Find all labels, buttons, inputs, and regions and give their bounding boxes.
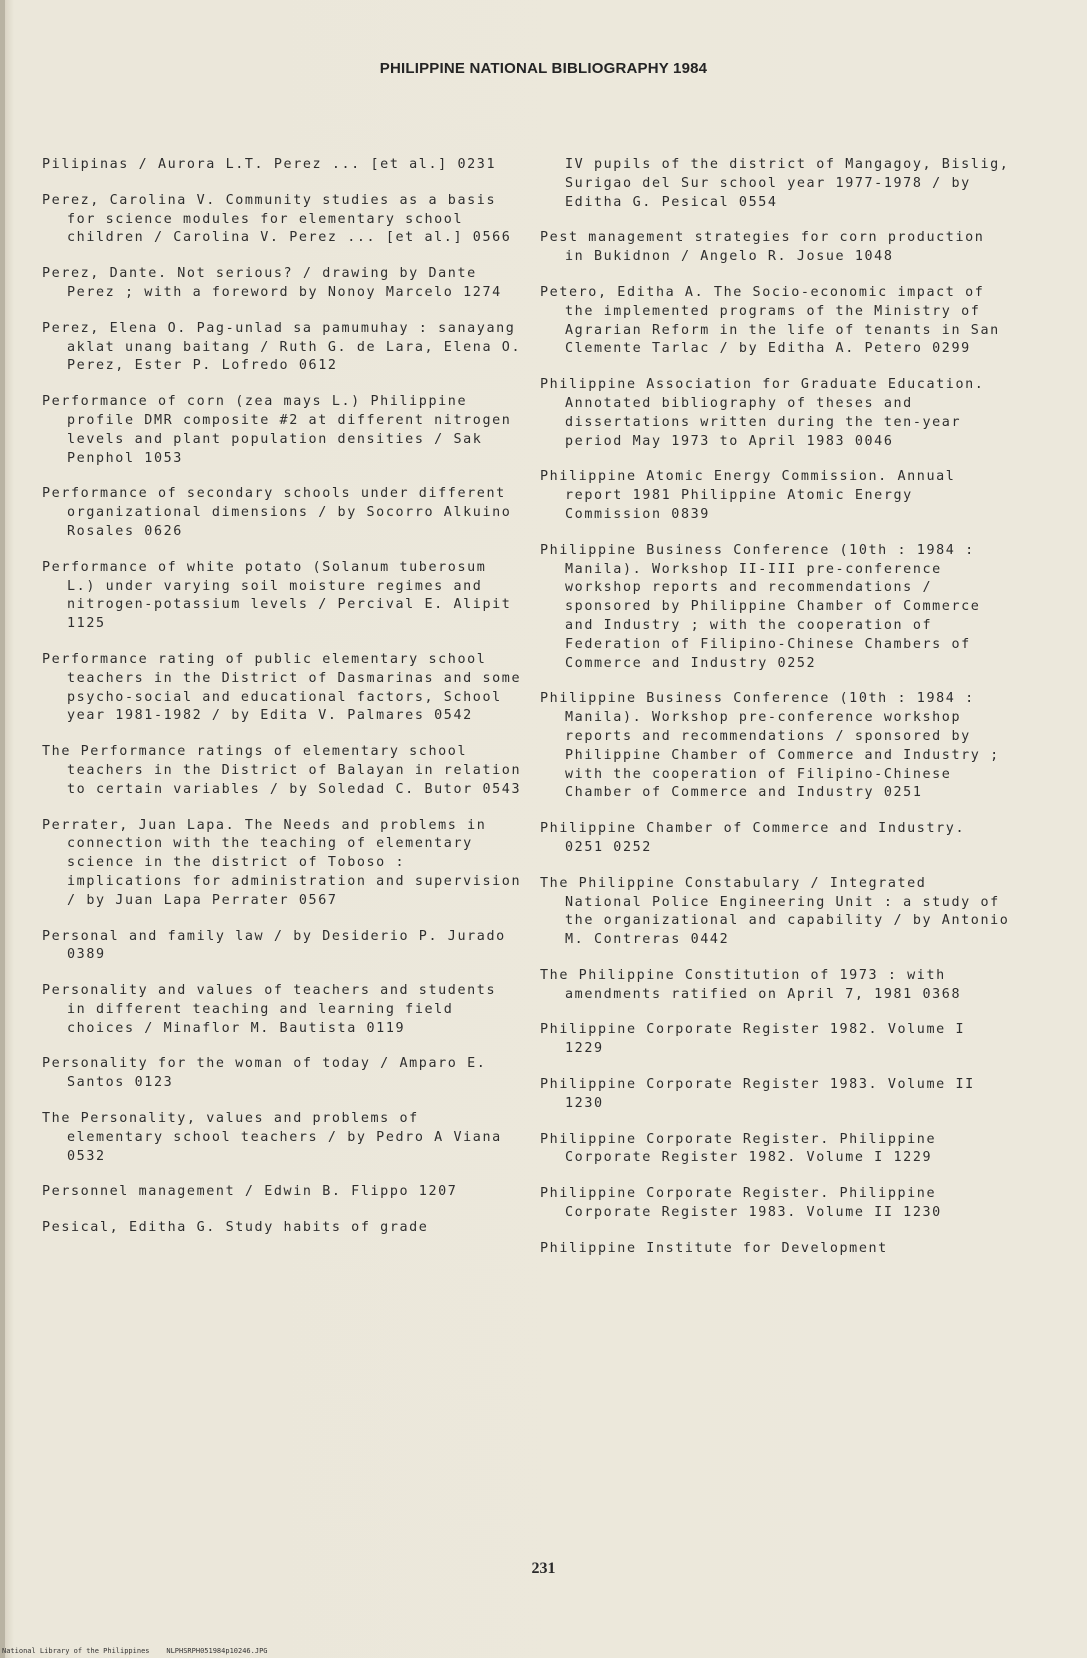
bibliography-entry: Personal and family law / by Desiderio P. Jurado 0389	[42, 928, 516, 963]
page-binding-shadow	[0, 0, 5, 1658]
bibliography-entry: The Philippine Constitution of 1973 : with amendments ratified on April 7, 1981 0368	[540, 967, 962, 1002]
bibliography-entry: The Philippine Constabulary / Integrated National Police Engineering Unit : a study of the organizational and capability / by Antonio M. Contreras 0442	[540, 875, 1020, 948]
bibliography-entry: Perrater, Juan Lapa. The Needs and problems in connection with the teaching of elementary science in the district of Toboso : implications for administration and supervision / by Juan Lapa Perrater 0567	[42, 817, 531, 908]
left-column	[42, 156, 531, 1255]
bibliography-entry: Pest management strategies for corn production in Bukidnon / Angelo R. Josue 1048	[540, 230, 995, 265]
bibliography-entry: Performance of secondary schools under different organizational dimensions / by Socorro Alkuino Rosales 0626	[42, 486, 522, 539]
bibliography-entry: Philippine Corporate Register 1982. Volume I 1229	[540, 1022, 975, 1057]
bibliography-entry: Philippine Business Conference (10th : 1984 : Manila). Workshop II-III pre-conference workshop reports and recommendations / sponsored by Philippine Chamber of Commerce and Industry ; with the cooperation of Federation of Filipino-Chinese Chambers of Commerce and Industry 0252	[540, 542, 991, 671]
page-title: PHILIPPINE NATIONAL BIBLIOGRAPHY 1984	[379, 60, 708, 77]
bibliography-entry: Philippine Business Conference (10th : 1984 : Manila). Workshop pre-conference workshop reports and recommendations / sponsored by Philippine Chamber of Commerce and Industry ; with the cooperation of Filipino-Chinese Chamber of Commerce and Industry 0251	[540, 691, 1010, 801]
bibliography-entry: Personality and values of teachers and students in different teaching and learning field choices / Minaflor M. Bautista 0119	[42, 983, 506, 1036]
bibliography-entry: Philippine Institute for Development	[540, 1240, 888, 1256]
bibliography-entry: Personnel management / Edwin B. Flippo 1207	[42, 1184, 458, 1200]
bibliography-entry: Petero, Editha A. The Socio-economic impact of the implemented programs of the Ministry of Agrarian Reform in the life of tenants in San Clemente Tarlac / by Editha A. Petero 0299	[540, 284, 1010, 357]
bibliography-entry: Perez, Carolina V. Community studies as a basis for science modules for elementary school children / Carolina V. Perez ... [et al.] 0566	[42, 192, 512, 246]
bibliography-entry: Philippine Corporate Register. Philippine Corporate Register 1982. Volume I 1229	[540, 1131, 946, 1166]
scan-credit: National Library of the Philippines NLPHSRPH051984p10246.JPG	[2, 1647, 268, 1655]
bibliography-entry: Personality for the woman of today / Amparo E. Santos 0123	[42, 1056, 497, 1091]
bibliography-entry: Perez, Elena O. Pag-unlad sa pamumuhay : sanayang aklat unang baitang / Ruth G. de Lara, Elena O. Perez, Ester P. Lofredo 0612	[42, 320, 531, 374]
bibliography-entry: The Personality, values and problems of elementary school teachers / by Pedro A Viana 0532	[42, 1111, 512, 1164]
bibliography-entry: Performance of corn (zea mays L.) Philippine profile DMR composite #2 at different nitrogen levels and plant population densities / Sak Penphol 1053	[42, 394, 522, 466]
bibliography-entry: The Performance ratings of elementary school teachers in the District of Balayan in relation to certain variables / by Soledad C. Butor 0543	[42, 744, 531, 797]
right-column	[540, 156, 1020, 1276]
bibliography-entry: Philippine Atomic Energy Commission. Annual report 1981 Philippine Atomic Energy Commission 0839	[540, 469, 966, 522]
bibliography-entry: Pilipinas / Aurora L.T. Perez ... [et al.] 0231	[42, 157, 497, 172]
bibliography-entry: Philippine Association for Graduate Education. Annotated bibliography of theses and dissertations written during the ten-year period May 1973 to April 1983 0046	[540, 377, 995, 449]
bibliography-entry: Philippine Chamber of Commerce and Industry. 0251 0252	[540, 821, 975, 855]
bibliography-entry: Perez, Dante. Not serious? / drawing by Dante Perez ; with a foreword by Nonoy Marcelo 1274	[42, 266, 502, 300]
page-number: 231	[531, 1560, 556, 1577]
bibliography-entry: Performance rating of public elementary school teachers in the District of Dasmarinas and some psycho-social and educational factors, School year 1981-1982 / by Edita V. Palmares 0542	[42, 651, 531, 724]
bibliography-entry: Philippine Corporate Register 1983. Volume II 1230	[540, 1077, 985, 1111]
bibliography-entry: Performance of white potato (Solanum tuberosum L.) under varying soil moisture regimes and nitrogen-potassium levels / Percival E. Alipit 1125	[42, 559, 522, 632]
bibliography-entry: Pesical, Editha G. Study habits of grade	[42, 1220, 429, 1236]
bibliography-entry-continued: IV pupils of the district of Mangagoy, Bislig, Surigao del Sur school year 1977-1978 / by Editha G. Pesical 0554	[565, 157, 1020, 210]
bibliography-entry: Philippine Corporate Register. Philippine Corporate Register 1983. Volume II 1230	[540, 1186, 946, 1221]
